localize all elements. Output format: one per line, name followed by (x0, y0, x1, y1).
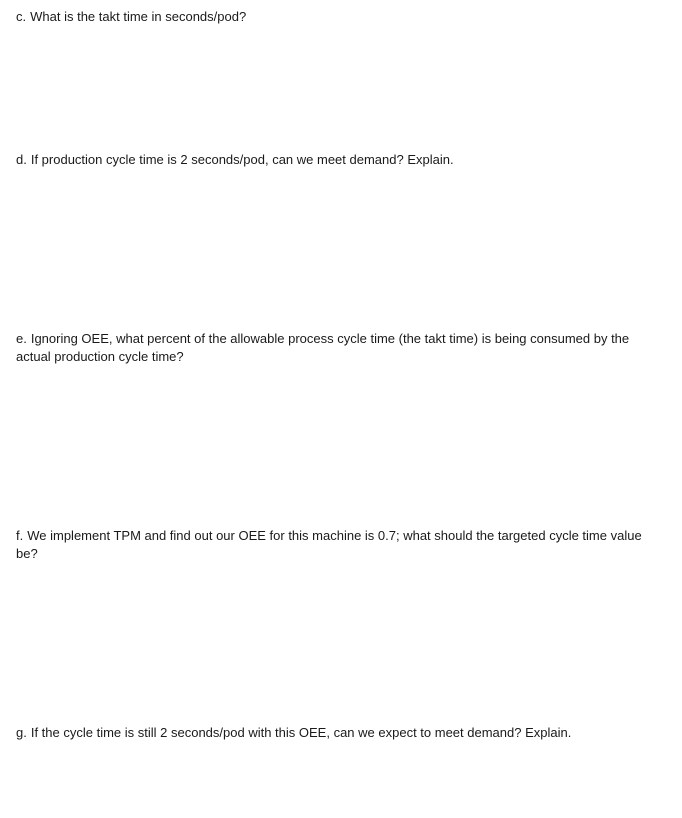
question-letter: g. (16, 725, 27, 740)
question-g (16, 724, 646, 742)
question-letter: e. (16, 331, 27, 346)
question-text: Ignoring OEE, what percent of the allowable process cycle time (the takt time) is being consumed by the actual production cycle time? (16, 331, 630, 364)
question-letter: c. (16, 9, 27, 24)
question-e (16, 330, 646, 366)
question-text: We implement TPM and find out our OEE for this machine is 0.7; what should the targeted cycle time value be? (16, 528, 642, 561)
question-d (16, 151, 646, 169)
question-c (16, 8, 646, 26)
question-text: If the cycle time is still 2 seconds/pod with this OEE, can we expect to meet demand? Explain. (30, 725, 572, 740)
question-f (16, 527, 646, 563)
question-text: If production cycle time is 2 seconds/pod, can we meet demand? Explain. (30, 152, 454, 167)
question-text: What is the takt time in seconds/pod? (30, 9, 247, 24)
question-letter: d. (16, 152, 27, 167)
question-letter: f. (16, 528, 24, 543)
